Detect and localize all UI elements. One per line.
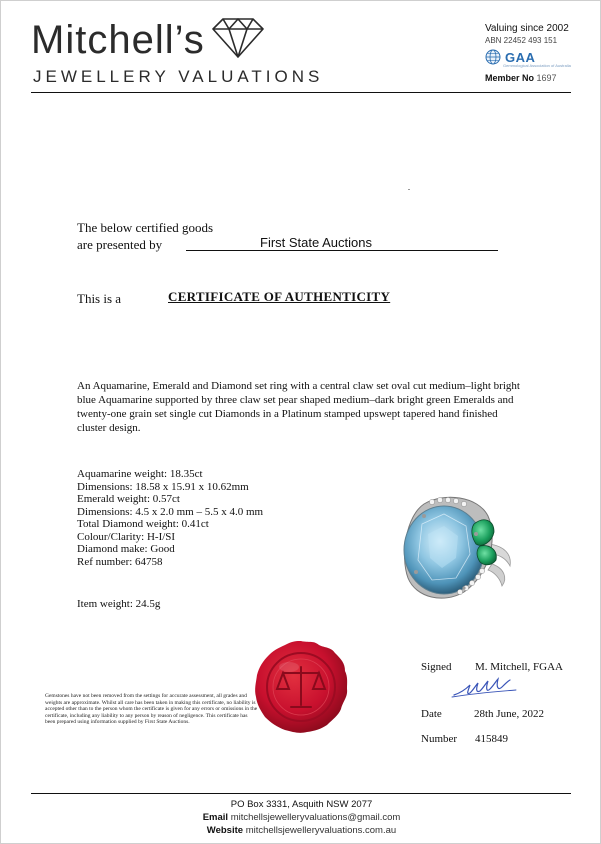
- certificate-number: 415849: [475, 733, 508, 745]
- wax-seal-icon: [253, 639, 349, 735]
- footer-address: PO Box 3331, Asquith NSW 2077: [230, 799, 373, 810]
- footer-email-row: [1, 811, 601, 824]
- email-label: Email: [202, 812, 229, 823]
- certificate-date: 28th June, 2022: [474, 708, 544, 720]
- spec-aquamarine-dimensions: Dimensions: 18.58 x 15.91 x 10.62mm: [77, 480, 249, 493]
- item-weight: Item weight: 24.5g: [77, 598, 161, 610]
- scan-speck: [408, 189, 410, 190]
- spec-emerald-dimensions: Dimensions: 4.5 x 2.0 mm – 5.5 x 4.0 mm: [77, 505, 264, 518]
- item-description: An Aquamarine, Emerald and Diamond set ring with a central claw set oval cut medium–light bright blue Aquamarine supported by three claw set pear shaped medium–dark bright green Emeralds and twenty-one grain set single cut Diamonds in a Platinum stamped upswept tapered hand finished cluster design.: [77, 380, 520, 434]
- brand-subtitle: JEWELLERY VALUATIONS: [33, 67, 324, 86]
- brand-name: Mitchell’s: [31, 18, 205, 62]
- disclaimer-text: Gemstones have not been removed from the settings for accurate assessment, all grades and weights are approximate. Whilst all care has been taken in making this certificate, no liability is accepted other than to the person whom the certificate is given for any errors or omissions in the certificate, including any liability to any person by reason of negligence. This certificate has been prepared using information supplied by First State Auctions.: [45, 693, 258, 726]
- handwritten-signature: [450, 677, 520, 699]
- member-number: [485, 73, 571, 83]
- gaa-fine-print: Gemmological Association of Australia: [503, 63, 571, 68]
- signed-label: Signed: [421, 661, 452, 673]
- gaa-globe-icon: [485, 49, 501, 65]
- presenter-underline: [186, 250, 498, 251]
- company-meta: [485, 23, 571, 83]
- spec-emerald-weight: Emerald weight: 0.57ct: [77, 493, 180, 505]
- brand-logo: [31, 15, 323, 87]
- valuing-since: Valuing since 2002: [485, 23, 569, 34]
- signer-name: M. Mitchell, FGAA: [475, 661, 563, 673]
- spec-aquamarine-weight: Aquamarine weight: 18.35ct: [77, 468, 203, 480]
- certificate-title: CERTIFICATE OF AUTHENTICITY: [168, 289, 391, 304]
- member-value: 1697: [536, 73, 557, 83]
- header-divider: [31, 92, 571, 93]
- spec-colour-clarity: Colour/Clarity: H-I/SI: [77, 530, 176, 543]
- spec-diamond-weight: Total Diamond weight: 0.41ct: [77, 518, 209, 530]
- spec-list: [77, 468, 263, 568]
- intro-line-1: The below certified goods: [77, 220, 214, 235]
- gaa-label: GAA: [505, 49, 536, 65]
- member-label: Member No: [485, 73, 535, 83]
- date-label: Date: [421, 708, 442, 720]
- abn-number: ABN 22452 493 151: [485, 36, 558, 45]
- presenter-name: First State Auctions: [260, 235, 372, 250]
- email-link[interactable]: mitchellsjewelleryvaluations@gmail.com: [230, 812, 401, 823]
- this-is-label: This is a: [77, 291, 122, 306]
- number-label: Number: [421, 733, 458, 745]
- footer-divider: [31, 793, 571, 794]
- spec-diamond-make: Diamond make: Good: [77, 543, 175, 555]
- spec-ref-number: Ref number: 64758: [77, 555, 163, 568]
- footer-website-row: [1, 824, 601, 837]
- website-link[interactable]: mitchellsjewelleryvaluations.com.au: [245, 825, 397, 836]
- website-label: Website: [206, 825, 244, 836]
- intro-line-2: are presented by: [77, 237, 163, 252]
- ring-photo: [394, 494, 516, 606]
- brand-name-row: [31, 15, 323, 65]
- footer-contact: [1, 798, 601, 837]
- diamond-icon: [209, 15, 267, 61]
